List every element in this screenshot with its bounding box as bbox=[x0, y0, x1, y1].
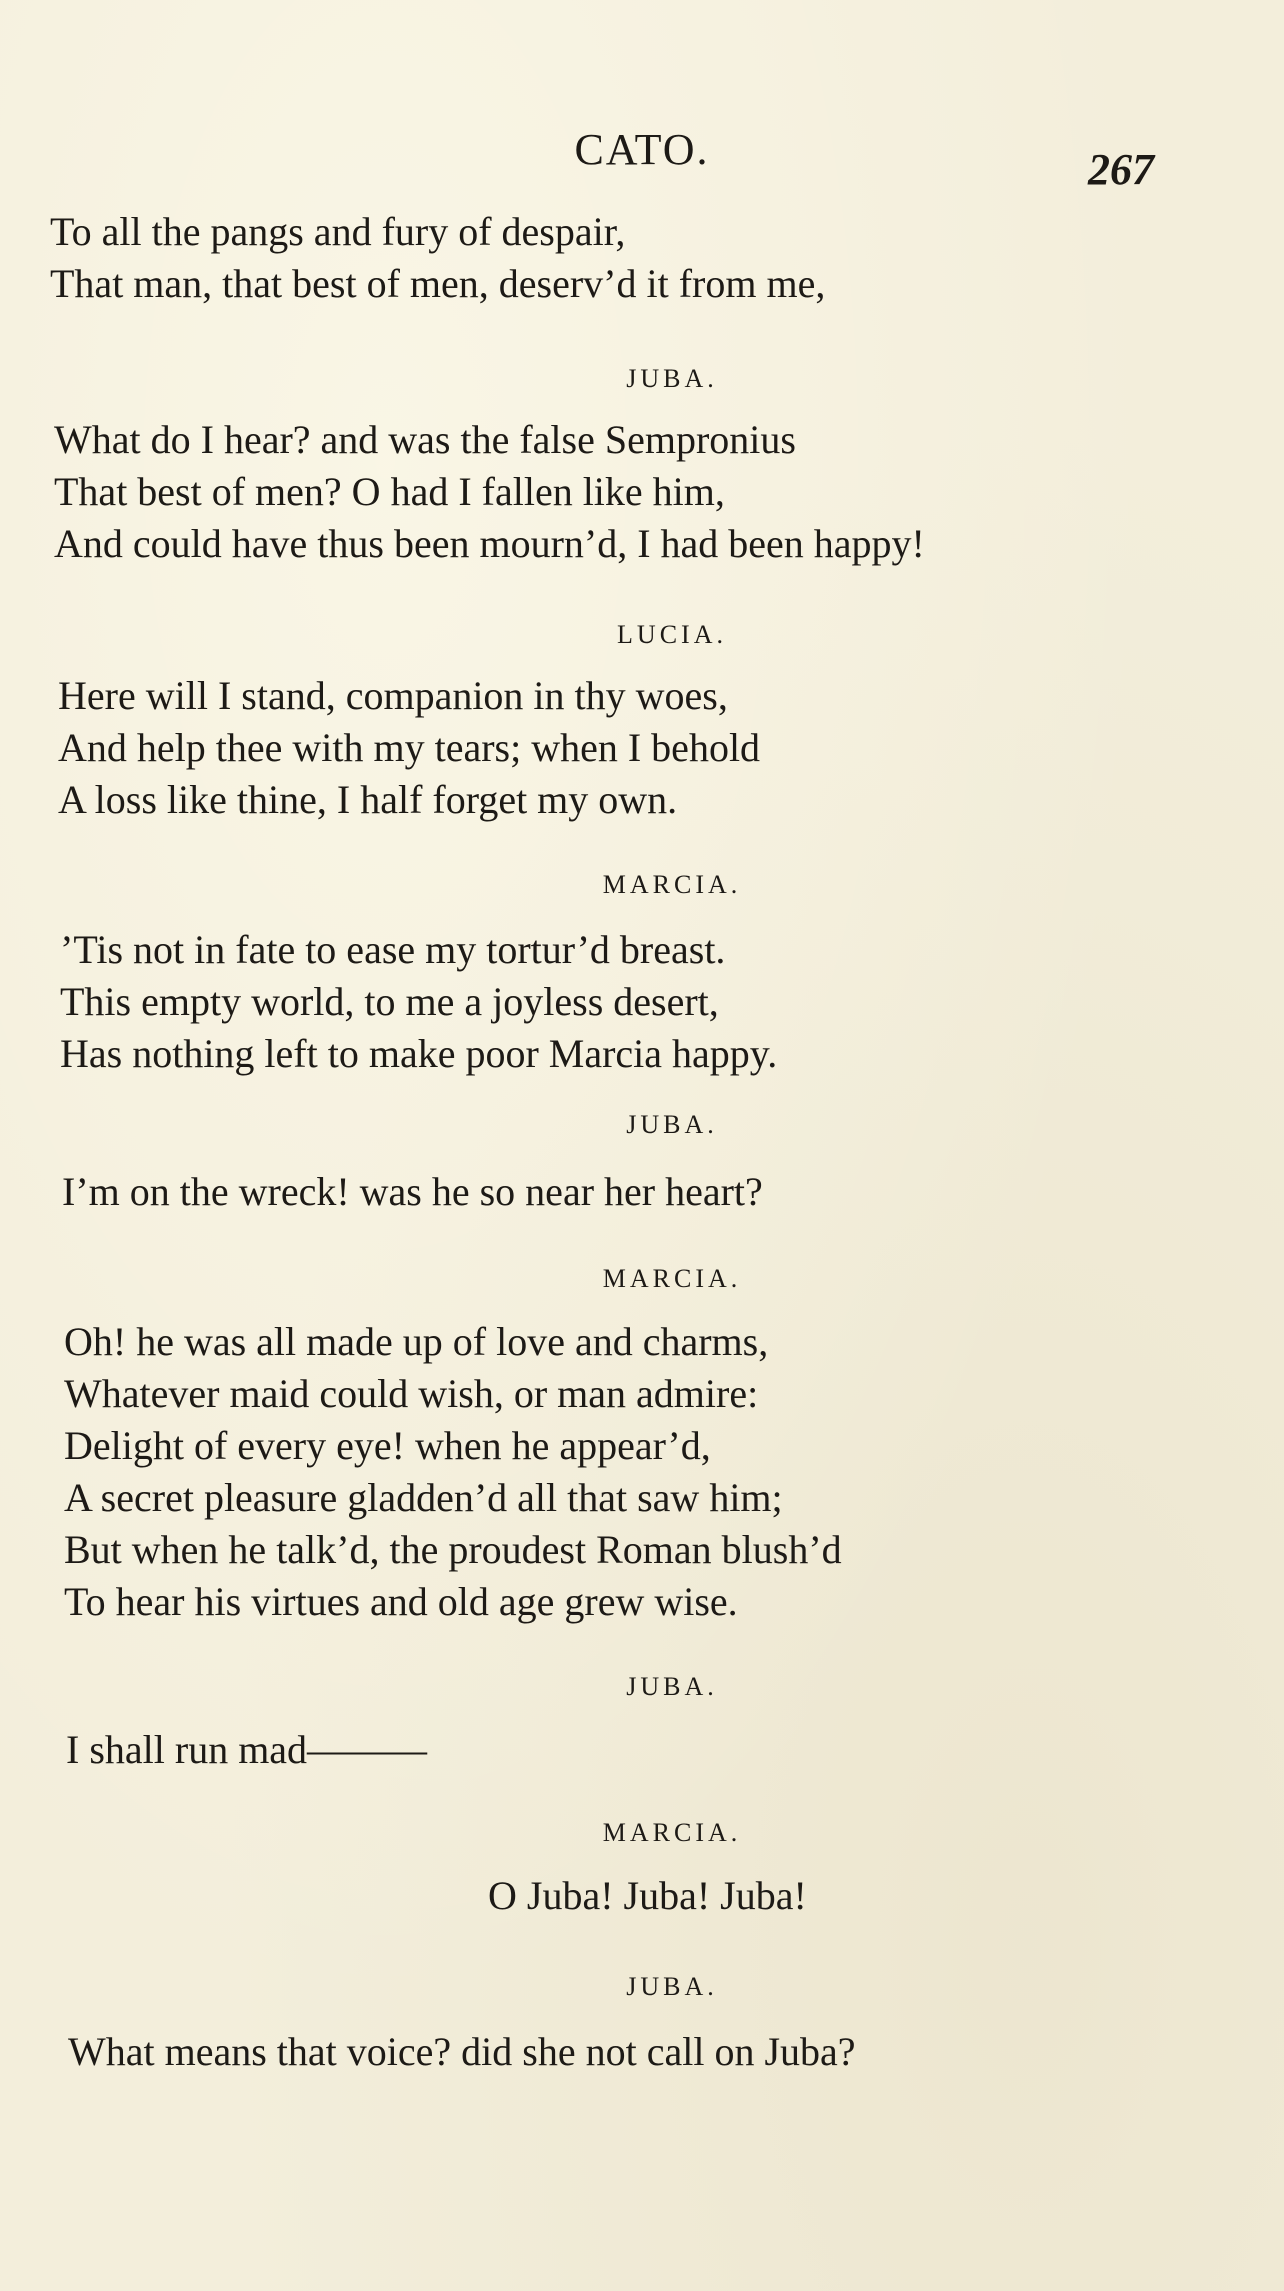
verse-line: That man, that best of men, deserv’d it from me, bbox=[50, 261, 826, 306]
speaker-heading: LUCIA. bbox=[617, 620, 727, 649]
verse-line: Delight of every eye! when he appear’d, bbox=[64, 1423, 711, 1468]
verse-line: What do I hear? and was the false Sempronius bbox=[54, 417, 796, 462]
speaker-heading: MARCIA. bbox=[602, 1818, 742, 1847]
verse-line: And help thee with my tears; when I behold bbox=[58, 725, 761, 770]
verse-line: A loss like thine, I half forget my own. bbox=[58, 777, 678, 822]
verse-line: To hear his virtues and old age grew wise. bbox=[64, 1579, 738, 1624]
verse-line: Oh! he was all made up of love and charms, bbox=[64, 1319, 769, 1364]
speaker-heading: MARCIA. bbox=[602, 870, 742, 899]
verse-line: ’Tis not in fate to ease my tortur’d breast. bbox=[60, 927, 726, 972]
verse-line: I’m on the wreck! was he so near her heart? bbox=[62, 1169, 763, 1214]
running-title: CATO. bbox=[574, 125, 710, 174]
speaker-heading: JUBA. bbox=[626, 1972, 718, 2001]
verse-line: I shall run mad——— bbox=[66, 1727, 428, 1772]
verse-line: But when he talk’d, the proudest Roman blush’d bbox=[64, 1527, 842, 1572]
verse-line: A secret pleasure gladden’d all that saw him; bbox=[64, 1475, 783, 1520]
page-number: 267 bbox=[1088, 145, 1154, 194]
verse-line: To all the pangs and fury of despair, bbox=[50, 209, 626, 254]
verse-line: Whatever maid could wish, or man admire: bbox=[64, 1371, 759, 1416]
speaker-heading: MARCIA. bbox=[602, 1264, 742, 1293]
speaker-heading: JUBA. bbox=[626, 1672, 718, 1701]
verse-line: And could have thus been mourn’d, I had been happy! bbox=[54, 521, 925, 566]
speaker-heading: JUBA. bbox=[626, 364, 718, 393]
verse-line: This empty world, to me a joyless desert, bbox=[60, 979, 719, 1024]
verse-line: O Juba! Juba! Juba! bbox=[488, 1873, 807, 1918]
verse-line: Has nothing left to make poor Marcia happy. bbox=[60, 1031, 778, 1076]
verse-line: That best of men? O had I fallen like him, bbox=[54, 469, 725, 514]
verse-line: What means that voice? did she not call on Juba? bbox=[68, 2029, 856, 2074]
speaker-heading: JUBA. bbox=[626, 1110, 718, 1139]
verse-line: Here will I stand, companion in thy woes, bbox=[58, 673, 728, 718]
